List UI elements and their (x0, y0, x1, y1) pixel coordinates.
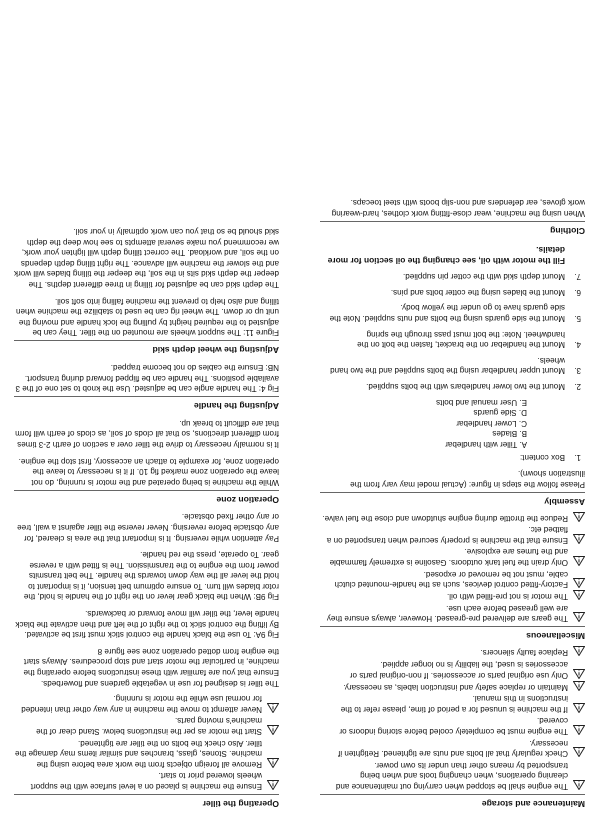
step-item (320, 380, 585, 391)
assembly-steps (320, 271, 585, 462)
step-number: 4. (574, 340, 581, 350)
step-item (320, 271, 585, 282)
step-item (320, 396, 585, 462)
step-number: 7. (574, 272, 581, 282)
warning-item (320, 602, 585, 623)
step-text: Mount the side guards using the bolts and nuts supplied. Note the side guards have to go under the yellow body. (329, 303, 565, 323)
warning-triangle-icon (267, 725, 279, 735)
operating-paragraph: The tiller is designed for use in vegetable gardens and flowerbeds. Ensure that you are familiar with these instructions before operating the machine, in particular the motor start and stop procedures. Always start the engine from dotted operation zone see figure 8 (23, 646, 279, 688)
warning-text: Never attempt to move the machine in any way other than intended for normal use while the motor is running. (21, 694, 262, 714)
warning-text: The gears are delivered pre-greased. However, always ensure they are well greased before each use. (326, 603, 568, 624)
divider (320, 794, 585, 795)
warning-item (14, 770, 279, 791)
wheel-depth-heading: Adjusting the wheel depth skid (152, 345, 279, 356)
warning-item (320, 524, 585, 545)
warning-item (320, 546, 585, 567)
step-number: 6. (574, 287, 581, 297)
box-content-item: B. Blades (492, 429, 527, 439)
warning-triangle-icon (267, 758, 279, 768)
step-text: Mount upper handlebar using the bolts supplied and the two hand wheels. (330, 355, 565, 376)
warning-item (320, 512, 585, 523)
warning-text: Factory-fitted control devices, such as the handle-mounted clutch cable, must not be removed or exposed. (334, 569, 568, 590)
operating-warnings (14, 693, 279, 791)
warning-text: Only drain the fuel tank outdoors. Gasoline is extremely flammable and the fumes are explosive. (329, 547, 568, 568)
warning-triangle-icon (573, 590, 585, 600)
warning-triangle-icon (573, 725, 585, 735)
warning-triangle-icon (267, 780, 279, 790)
box-content-item: C. Lower handlebar (456, 418, 527, 428)
assembly-heading: Assembly (544, 496, 585, 507)
fill-oil-note: Fill the motor with oil, see changing the oil section for more details. (327, 244, 565, 266)
divider (320, 221, 585, 222)
warning-triangle-icon (573, 669, 585, 679)
warning-text: The engine shall be stopped when carrying out maintenance and cleaning operations, when changing tools and when being transported by means other than under its own power. (335, 760, 568, 791)
miscellaneous-list (320, 512, 585, 624)
operating-heading: Operating the tiller (202, 799, 279, 809)
box-content-item: E. User manual and bolts (436, 397, 527, 407)
box-content-item: D. Side guards (473, 408, 527, 418)
warning-triangle-icon (573, 780, 585, 790)
warning-text: Reduce the throttle during engine shutdown and close the fuel valve. (322, 513, 568, 523)
step-number: 5. (574, 314, 581, 323)
divider (320, 626, 585, 627)
operation-zone-heading: Operation zone (216, 494, 279, 505)
warning-text: Remove all foreign objects from the work area before using the machine. Stones, glass, branches and similar items may damage the tiller. Also check the bolts on the tiller are tightened. (15, 738, 262, 769)
warning-triangle-icon (573, 646, 585, 656)
warning-triangle-icon (573, 534, 585, 544)
warning-text: Replace faulty silencers. (480, 648, 568, 658)
step-text: Mount depth skid with the cotter pin supplied. (403, 272, 565, 282)
adjusting-handle-paragraph: Fig 4: The handle angle can be adjusted. Use the knob to set one of the 3 available positions. The handle can be flipped forward during transport. NB: Ensure the cables do not become trapped. (15, 363, 279, 394)
left-column (320, 190, 585, 809)
divider (14, 794, 279, 795)
warning-text: Check regularly that all bolts and nuts are tightened. Retighten if necessary. (338, 738, 568, 759)
warning-item (320, 681, 585, 692)
warning-item (320, 646, 585, 657)
warning-item (320, 737, 585, 758)
warning-item (320, 658, 585, 679)
adjusting-handle-heading: Adjusting the handle (194, 401, 279, 412)
warning-text: Ensure the machine is placed on a level surface with the support wheels lowered prior to start. (30, 771, 262, 791)
warning-text: Ensure that the machine is properly secured when transported on a flatbed etc. (326, 525, 568, 545)
warning-item (14, 737, 279, 769)
divider (14, 396, 279, 397)
operating-paragraph: Fig 9A: To use the black handle the control stick must first be activated. By lifting the control stick to the right of the left and then activate the black handle lever, the tiller will move forward or backwards. (15, 609, 279, 640)
box-contents-list (320, 396, 527, 449)
divider (320, 492, 585, 493)
operation-zone-paragraph: It is normally necessary to drive the tiller over a section of earth 2-3 times from different directions, so that all clods of soil, as clods of earth will form that are difficult to break up. (15, 418, 279, 449)
wheel-depth-paragraph: The depth skid can be adjusted for tilling in three different depths. The deeper the depth skid sits in the soil, the deeper the tilling blades will work and the slower the machine will advance. The right tilling depth depends on the soil, and workload. The correct tilling depth will lighten your work, we recommend you make several attempts to see how deep the depth skid should be so that you can work optimally in your soil. (14, 227, 279, 290)
step-text: Mount the two lower handlebars with the bolts supplied. (366, 381, 565, 391)
operating-paragraph: Fig 9B: When the black gear lever on the right of the handle is hold, the rotor blades will turn. To ensure optimum belt tension, it is important to hold the lever all the way down towards the handle. The belt transmits power from the engine to the transmission. The is fitted with a reverse gear. To operate, press the red handle. (23, 550, 279, 602)
warning-triangle-icon (573, 578, 585, 588)
miscellaneous-heading: Miscellaneous (526, 631, 585, 642)
step-item (320, 302, 585, 323)
warning-triangle-icon (573, 612, 585, 622)
warning-item (320, 590, 585, 601)
step-number: 2. (574, 381, 581, 391)
clothing-heading: Clothing (550, 225, 585, 236)
warning-item (320, 693, 585, 714)
warning-item (14, 715, 279, 736)
step-item (320, 286, 585, 297)
warning-triangle-icon (573, 681, 585, 691)
maintenance-list (320, 646, 585, 791)
step-text: Mount the handlebar on the bracket, fasten the bolt on the handwheel. Note: the bolt must pass through the spring (357, 329, 565, 350)
step-number: 1. (574, 452, 581, 462)
step-text: Box content: (520, 452, 565, 462)
warning-item (320, 759, 585, 791)
divider (14, 340, 279, 341)
warning-triangle-icon (267, 703, 279, 713)
clothing-text: When using the machine, wear close-fitting work clothes, hard-wearing work gloves, ear defenders and non-slip boots with steel toecaps. (331, 198, 585, 218)
warning-text: If the machine is unused for a period of time, please refer to the instructions in this manual. (340, 694, 568, 714)
box-content-item: A. Tiller with handlebar (445, 439, 527, 449)
warning-text: The motor is not pre-filled with oil. (446, 592, 568, 602)
warning-item (320, 715, 585, 736)
maintenance-heading: Maintenance and storage (481, 799, 585, 809)
divider (14, 490, 279, 491)
assembly-intro: Please follow the steps in figure: (Actual model may vary from the illustration shown). (350, 469, 585, 489)
operating-paragraph: Pay attention while reversing. It is important that the area is cleared, for any obstacle before reversing. Never reverse the tiller against a wall, tree or any other fixed obstacle. (17, 512, 279, 543)
step-item (320, 328, 585, 349)
step-item (320, 354, 585, 375)
warning-item (320, 568, 585, 589)
warning-text: Maintain or replace safety and instruction labels, as necessary. (343, 682, 568, 692)
warning-triangle-icon (573, 512, 585, 522)
warning-triangle-icon (573, 556, 585, 566)
warning-item (14, 693, 279, 714)
warning-text: Only use original parts or accessories. If non-original parts or accessories is used, the liability is no longer applied. (349, 660, 568, 680)
right-column (14, 219, 279, 809)
warning-text: The engine must be completely cooled before storing indoors or covered. (339, 716, 568, 737)
warning-text: Start the motor as per the instructions below. Stand clear of the machine's moving parts. (36, 716, 262, 737)
warning-triangle-icon (573, 747, 585, 757)
operation-zone-paragraph: While the machine is being operated and the motor is running, do not leave the operation zone marked fig 10. If it is necessary to leave the operation zone, for example to attach an accessory, first stop the engine. (18, 456, 279, 487)
step-number: 3. (574, 366, 581, 376)
warning-triangle-icon (573, 703, 585, 713)
wheel-depth-paragraph: Figure 11: The support wheels are mounted on the tiller. They can be adjusted to the required height by pulling the lock handle and moving the unit up or down. The wheel rig can be used to stabilize the machine when tilling and also help to prevent the machine falling into soft soil. (15, 296, 279, 338)
step-text: Mount the blades using the cotter bolts and pins. (390, 287, 565, 297)
